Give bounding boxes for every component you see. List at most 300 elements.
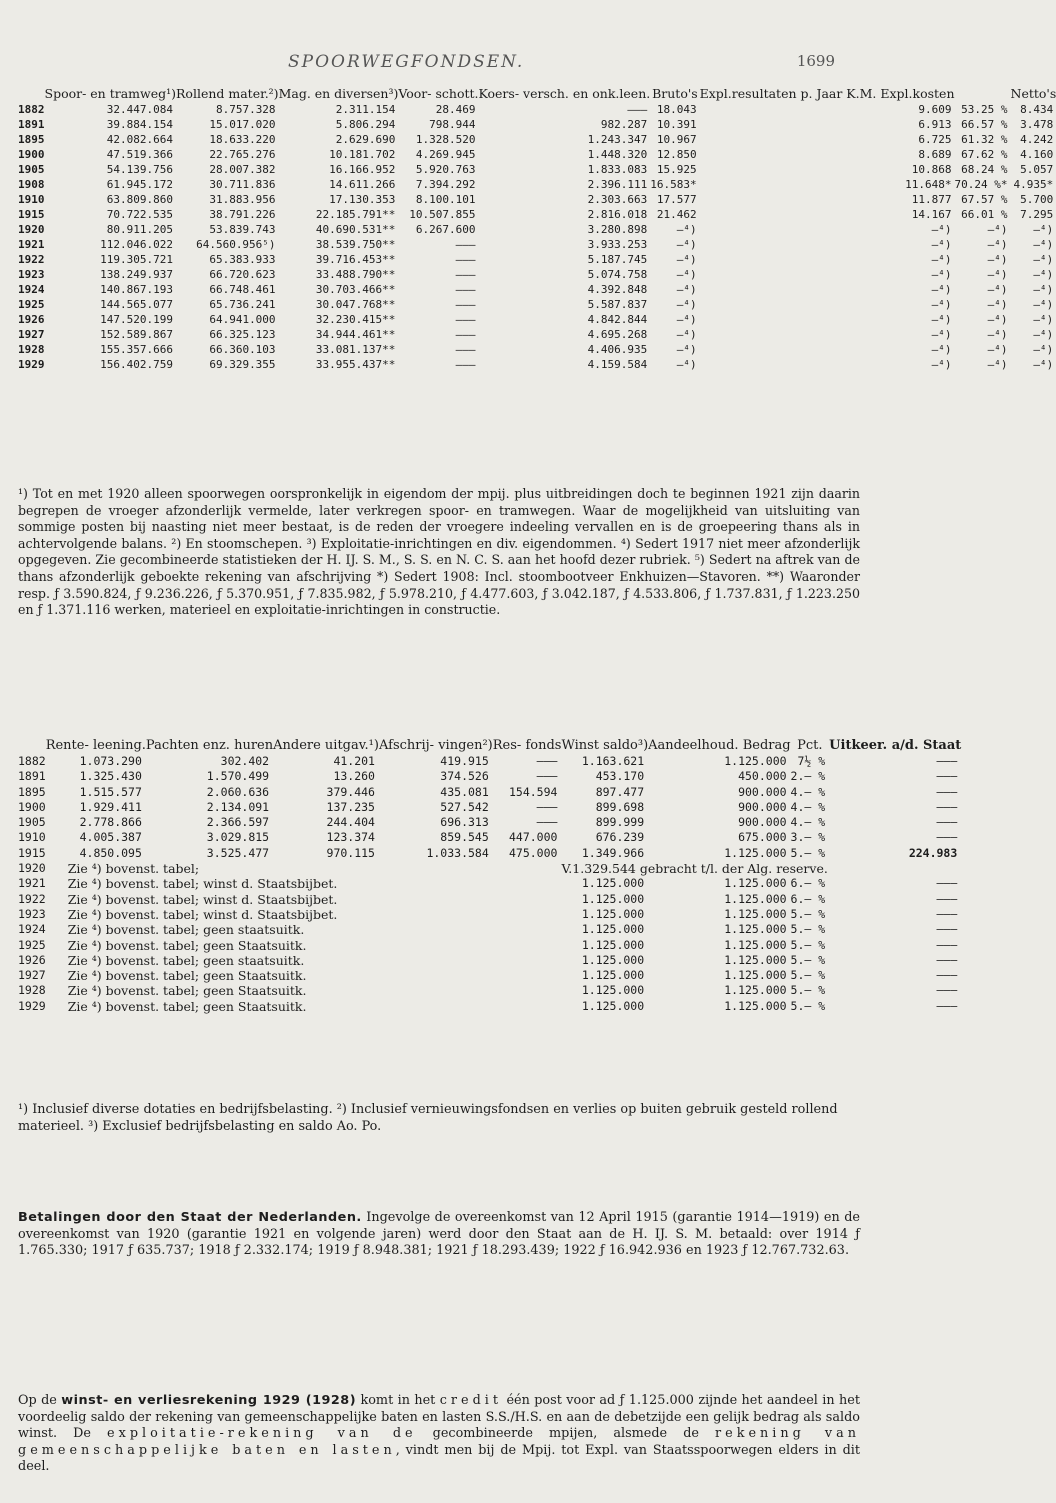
table-row <box>18 177 1056 192</box>
results-table <box>18 737 961 1014</box>
table-cell: 47.519.366 <box>106 148 174 161</box>
table-cell: 1.125.000 <box>724 968 787 983</box>
reference-note: Zie ⁴) bovenst. tabel; <box>67 861 200 877</box>
table-cell: —⁴) <box>676 358 697 371</box>
table-cell: —⁴) <box>676 223 697 236</box>
row-year: 1891 <box>18 769 46 784</box>
table-cell: 10.967 <box>656 133 697 146</box>
table-cell: 900.000 <box>738 784 787 799</box>
table-cell: 4.695.268 <box>587 328 648 341</box>
table-cell: 1.125.000 <box>724 891 787 906</box>
table-cell: ——— <box>936 937 958 952</box>
row-year: 1882 <box>18 754 46 768</box>
table-cell: 80.911.205 <box>106 223 174 236</box>
table-cell: 1.125.000 <box>581 876 645 891</box>
table-cell: ——— <box>936 830 958 845</box>
row-year: 1923 <box>18 906 46 921</box>
table-cell: 1.033.584 <box>426 845 489 860</box>
row-year: 1922 <box>18 891 46 906</box>
table-cell: 15.017.020 <box>209 118 276 131</box>
table-cell: 64.941.000 <box>209 313 276 326</box>
table-cell: 61.32 % <box>961 133 1008 146</box>
table-cell: 244.404 <box>326 815 375 830</box>
page-number: 1699 <box>796 52 835 70</box>
table-cell: 5.806.294 <box>335 118 396 131</box>
table-cell: 5.587.837 <box>587 298 648 311</box>
table-cell: 31.883.956 <box>209 193 276 206</box>
table-cell: 54.139.756 <box>106 163 174 176</box>
table-row <box>18 267 1056 282</box>
row-year: 1927 <box>18 968 46 983</box>
table-cell: 4.160 <box>1020 148 1054 161</box>
table-cell: 4.842.844 <box>587 313 648 326</box>
table-cell: —⁴) <box>987 358 1008 371</box>
table-cell: 10.507.855 <box>409 208 476 221</box>
table-cell: 67.57 % <box>961 193 1008 206</box>
balance-table <box>18 86 1056 372</box>
table-cell: ——— <box>936 906 958 921</box>
table-cell: 66.57 % <box>961 118 1008 131</box>
table-row <box>18 846 961 861</box>
table-cell: —⁴) <box>987 223 1008 236</box>
row-year: 1924 <box>18 283 45 296</box>
table-cell: 18.633.220 <box>209 133 276 146</box>
state-payments-paragraph <box>18 1210 860 1260</box>
table-row <box>18 861 961 876</box>
table-cell: 3.933.253 <box>587 238 648 251</box>
table-cell: 21.462 <box>656 208 697 221</box>
footnotes-balance <box>18 486 860 619</box>
table-row <box>18 222 1056 237</box>
table-cell: —⁴) <box>931 358 952 371</box>
table-cell: 5.— % <box>790 968 826 983</box>
table-row <box>18 953 961 968</box>
table-cell: 39.716.453** <box>315 253 396 266</box>
table-cell: 2.629.690 <box>335 133 396 146</box>
table-cell: 4.406.935 <box>587 343 648 356</box>
column-header: Rollend mater.²) <box>176 86 279 101</box>
spaced-text: credit <box>439 1393 503 1408</box>
row-year: 1905 <box>18 815 46 830</box>
table-cell: 2.134.091 <box>206 799 270 814</box>
table-cell: —⁴) <box>931 313 952 326</box>
table-cell: 5.187.745 <box>587 253 648 266</box>
row-year: 1891 <box>18 118 45 131</box>
table-cell: 28.469 <box>435 103 476 116</box>
table-row <box>18 785 961 800</box>
paragraph-lead: Betalingen door den Staat der Nederlanden. <box>18 1210 362 1225</box>
column-header: Spoor- en tramweg¹) <box>44 86 177 101</box>
row-year: 1921 <box>18 876 46 891</box>
column-header: Bruto's <box>652 86 698 101</box>
table-cell: 1.125.000 <box>581 983 645 998</box>
table-cell: 6.267.600 <box>415 223 476 236</box>
row-year: 1915 <box>18 208 45 221</box>
row-year: 1924 <box>18 922 46 937</box>
table-cell: 4.392.848 <box>587 283 648 296</box>
column-header <box>18 86 45 102</box>
table-cell: 2.366.597 <box>206 815 270 830</box>
table-cell: 3.478 <box>1020 118 1054 131</box>
table-row <box>18 207 1056 222</box>
table-cell: 66.325.123 <box>209 328 276 341</box>
table-cell: 5.— % <box>790 922 826 937</box>
row-year: 1922 <box>18 253 45 266</box>
table-cell: 3.280.898 <box>587 223 648 236</box>
table-cell: 4.159.584 <box>587 358 648 371</box>
row-year: 1920 <box>18 861 46 876</box>
table-cell: 435.081 <box>440 784 489 799</box>
table-cell: 3.— % <box>790 830 826 845</box>
table-cell: 1.125.000 <box>724 906 787 921</box>
table-cell: 2.303.663 <box>587 193 648 206</box>
profit-loss-paragraph <box>18 1393 860 1476</box>
table-cell: —⁴) <box>1033 328 1054 341</box>
table-cell: —⁴) <box>1033 313 1054 326</box>
table-cell: 16.166.952 <box>329 163 396 176</box>
table-cell: 32.230.415** <box>315 313 396 326</box>
table-cell: —⁴) <box>987 298 1008 311</box>
table-cell: 152.589.867 <box>100 328 174 341</box>
table-cell: ——— <box>936 952 958 967</box>
table-cell: 419.915 <box>440 754 489 768</box>
table-cell: 39.884.154 <box>106 118 174 131</box>
table-cell: 63.809.860 <box>106 193 174 206</box>
table-cell: 1.125.000 <box>724 922 787 937</box>
table-cell: 696.313 <box>440 815 489 830</box>
table-cell: —⁴) <box>1033 238 1054 251</box>
table-cell: 68.24 % <box>961 163 1008 176</box>
paragraph-body: één post voor ad ƒ 1.125.000 zijnde het aandeel in het voordeelig saldo der rekening van gemeenschappelijke baten en lasten S.S./H.S. en aan de debetzijde een gelijk bedrag als saldo winst. De <box>18 1393 860 1442</box>
table-cell: —⁴) <box>1033 283 1054 296</box>
table-cell: 65.383.933 <box>209 253 276 266</box>
table-cell: —⁴) <box>931 343 952 356</box>
table-cell: 2.396.111 <box>587 178 648 191</box>
table-cell: 15.925 <box>656 163 697 176</box>
table-cell: 527.542 <box>440 799 489 814</box>
table-cell: 1.243.347 <box>587 133 648 146</box>
table-row <box>18 132 1056 147</box>
table-cell: 11.648* <box>905 178 952 191</box>
table-cell: 1.125.000 <box>581 937 645 952</box>
table-cell: 33.488.790** <box>315 268 396 281</box>
table-cell: 7½ % <box>797 754 826 768</box>
row-year: 1895 <box>18 133 45 146</box>
table-cell: ——— <box>455 253 476 266</box>
column-header: Afschrij- vingen²) <box>378 738 493 753</box>
table-cell: —⁴) <box>931 283 952 296</box>
table-header-row <box>18 737 961 754</box>
table-cell: 30.047.768** <box>315 298 396 311</box>
column-header: Rente- leening. <box>45 738 146 753</box>
table-row <box>18 357 1056 372</box>
row-year: 1910 <box>18 830 46 845</box>
table-row <box>18 876 961 891</box>
table-cell: —⁴) <box>987 253 1008 266</box>
table-cell: 859.545 <box>440 830 489 845</box>
table-cell: 1.125.000 <box>724 998 787 1013</box>
table-cell: 33.955.437** <box>315 358 396 371</box>
table-cell: 10.868 <box>911 163 952 176</box>
table-cell: 4.005.387 <box>79 830 142 845</box>
footnote-text: ¹) Tot en met 1920 alleen spoorwegen oorspronkelijk in eigendom der mpij. plus uitbreidingen doch te beginnen 1921 zijn daarin begrepen de vroeger afzonderlijk vermelde, later verkregen spoor- en tramwegen. Waar de mogelijkheid van uitsluiting van sommige posten bij naasting niet meer bestaat, is de reden der vroegere indeeling vervallen en is de groepeering thans als in achtervolgende balans. ²) En stoomschepen. ³) Exploitatie-inrichtingen en div. eigendommen. ⁴) Sedert 1917 niet meer afzonderlijk opgegeven. Zie gecombineerde statistieken der H. IJ. S. M., S. S. en N. C. S. aan het hoofd dezer rubriek. ⁵) Sedert na aftrek van de thans afzonderlijk geboekte rekening van afschrijving *) Sedert 1908: Incl. stoombootveer Enkhuizen—Stavoren. **) Waaronder resp. ƒ 3.590.824, ƒ 9.236.226, ƒ 5.370.951, ƒ 7.835.982, ƒ 5.978.210, ƒ 4.477.603, ƒ 3.042.187, ƒ 4.533.806, ƒ 1.737.831, ƒ 1.223.250 en ƒ 1.371.116 werken, materieel en exploitatie-inrichtingen in constructie. <box>18 486 860 618</box>
table-cell: 40.690.531** <box>315 223 396 236</box>
row-year: 1920 <box>18 223 45 236</box>
table-row <box>18 769 961 784</box>
table-header-row <box>18 86 1056 102</box>
page-title: SPOORWEGFONDSEN. <box>288 52 525 72</box>
table-cell: 41.201 <box>333 754 375 768</box>
table-cell: 302.402 <box>220 754 270 768</box>
column-header: Winst saldo³) <box>561 738 649 753</box>
row-year: 1929 <box>18 358 45 371</box>
table-cell: 5.700 <box>1020 193 1054 206</box>
table-cell: 5.— % <box>790 906 826 921</box>
row-year: 1910 <box>18 193 45 206</box>
reference-note: Zie ⁴) bovenst. tabel; geen staatsuitk. <box>67 952 305 968</box>
row-year: 1900 <box>18 799 46 814</box>
table-cell: 1.929.411 <box>79 799 142 814</box>
table-cell: 5.— % <box>790 998 826 1013</box>
column-header: Pct. <box>797 738 823 753</box>
table-cell: ——— <box>936 769 958 784</box>
table-cell: 4.935* <box>1013 178 1054 191</box>
table-cell: 42.082.664 <box>106 133 174 146</box>
table-cell: ——— <box>536 815 558 830</box>
table-cell: 1.125.000 <box>581 998 645 1013</box>
table-row <box>18 237 1056 252</box>
table-cell: 18.043 <box>656 103 697 116</box>
paragraph-text <box>18 1210 860 1260</box>
row-year: 1925 <box>18 937 46 952</box>
results-table-body <box>18 754 961 1014</box>
footnotes-results <box>18 1102 860 1135</box>
row-year: 1928 <box>18 983 46 998</box>
paragraph-text <box>18 1393 860 1476</box>
table-row <box>18 117 1056 132</box>
column-header: Voor- schott. <box>398 86 479 101</box>
table-cell: 112.046.022 <box>100 238 174 251</box>
table-cell: ——— <box>936 968 958 983</box>
table-cell: 1.125.000 <box>724 845 787 860</box>
table-cell: 2.816.018 <box>587 208 648 221</box>
table-cell: 5.074.758 <box>587 268 648 281</box>
table-cell: 447.000 <box>508 830 558 845</box>
table-cell: 1.125.000 <box>724 983 787 998</box>
table-cell: 899.698 <box>595 799 645 814</box>
table-row <box>18 754 961 769</box>
table-cell: 6.725 <box>918 133 952 146</box>
table-cell: 379.446 <box>326 784 375 799</box>
table-cell: 38.791.226 <box>209 208 276 221</box>
column-header: Andere uitgav.¹) <box>273 738 379 753</box>
column-header: Uitkeer. a/d. Staat <box>829 738 962 753</box>
table-cell: 70.722.535 <box>106 208 174 221</box>
row-year: 1895 <box>18 784 46 799</box>
table-cell: 897.477 <box>595 784 645 799</box>
table-cell: 5.920.763 <box>415 163 476 176</box>
table-cell: 450.000 <box>738 769 787 784</box>
table-cell: 1.125.000 <box>581 891 645 906</box>
table-cell: ——— <box>455 358 476 371</box>
table-cell: 4.850.095 <box>79 845 142 860</box>
table-cell: 65.736.241 <box>209 298 276 311</box>
table-cell: 154.594 <box>508 784 558 799</box>
table-cell: ——— <box>627 103 648 116</box>
table-cell: ——— <box>936 784 958 799</box>
table-cell: 14.611.266 <box>329 178 396 191</box>
table-cell: —⁴) <box>1033 253 1054 266</box>
reference-note: Zie ⁴) bovenst. tabel; geen staatsuitk. <box>67 922 305 938</box>
table-cell: ——— <box>455 268 476 281</box>
table-cell: 144.565.077 <box>100 298 174 311</box>
table-cell: 1.125.000 <box>724 952 787 967</box>
reference-note: Zie ⁴) bovenst. tabel; geen Staatsuitk. <box>67 983 307 999</box>
table-cell: —⁴) <box>931 268 952 281</box>
table-cell: —⁴) <box>987 283 1008 296</box>
table-cell: 4.269.945 <box>415 148 476 161</box>
table-cell: 475.000 <box>508 845 558 860</box>
table-cell: 4.— % <box>790 815 826 830</box>
table-cell: 22.185.791** <box>315 208 396 221</box>
table-row <box>18 297 1056 312</box>
table-cell: 982.287 <box>600 118 648 131</box>
table-row <box>18 830 961 845</box>
row-year: 1926 <box>18 952 46 967</box>
table-cell: 6.913 <box>918 118 952 131</box>
table-cell: —⁴) <box>1033 358 1054 371</box>
table-cell: 1.349.966 <box>581 845 645 860</box>
table-cell: 38.539.750** <box>315 238 396 251</box>
table-row <box>18 800 961 815</box>
table-cell: 66.01 % <box>961 208 1008 221</box>
table-row <box>18 938 961 953</box>
table-cell: 147.520.199 <box>100 313 174 326</box>
table-cell: 1.325.430 <box>79 769 142 784</box>
table-cell: 3.029.815 <box>206 830 270 845</box>
column-header: Mag. en diversen³) <box>278 86 399 101</box>
table-cell: 7.394.292 <box>415 178 476 191</box>
table-cell: —⁴) <box>1033 298 1054 311</box>
table-row <box>18 342 1056 357</box>
table-cell: 1.125.000 <box>724 876 787 891</box>
table-cell: 156.402.759 <box>100 358 174 371</box>
column-header <box>955 86 1011 102</box>
paragraph-body: gecombineerde mpijen, alsmede de <box>416 1426 716 1442</box>
table-cell: —⁴) <box>987 238 1008 251</box>
table-cell: 28.007.382 <box>209 163 276 176</box>
table-cell: 2.778.866 <box>79 815 142 830</box>
row-year: 1882 <box>18 103 45 116</box>
table-cell: 5.— % <box>790 952 826 967</box>
table-cell: —⁴) <box>987 343 1008 356</box>
table-cell: 138.249.937 <box>100 268 174 281</box>
column-header: Res- fonds <box>492 738 562 753</box>
paragraph-body: , vindt men bij de Mpij. tot Expl. van Staatsspoorwegen elders in dit deel. <box>18 1442 860 1475</box>
table-cell: 17.130.353 <box>329 193 396 206</box>
table-cell: 67.62 % <box>961 148 1008 161</box>
reference-note: Zie ⁴) bovenst. tabel; winst d. Staatsbijbet. <box>67 906 338 922</box>
table-cell: 4.— % <box>790 784 826 799</box>
table-cell: —⁴) <box>676 238 697 251</box>
table-cell: 70.24 %* <box>954 178 1008 191</box>
table-cell: 900.000 <box>738 815 787 830</box>
spaced-text: exploitatie-rekening van de <box>107 1426 417 1442</box>
table-cell: 6.— % <box>790 876 826 891</box>
column-header: Pachten enz. huren <box>145 738 274 753</box>
table-cell: —⁴) <box>931 253 952 266</box>
table-cell: 970.115 <box>326 845 375 860</box>
table-cell: —⁴) <box>676 313 697 326</box>
table-row <box>18 147 1056 162</box>
table-cell: ——— <box>455 238 476 251</box>
table-cell: 17.577 <box>656 193 697 206</box>
table-cell: —⁴) <box>1033 343 1054 356</box>
table-cell: —⁴) <box>987 313 1008 326</box>
table-row <box>18 102 1056 117</box>
table-cell: 1.125.000 <box>581 906 645 921</box>
table-cell: 1.125.000 <box>581 968 645 983</box>
table-cell: ——— <box>936 799 958 814</box>
table-cell: 2.311.154 <box>335 103 396 116</box>
table-cell: 5.057 <box>1020 163 1054 176</box>
table-cell: —⁴) <box>676 253 697 266</box>
table-cell: ——— <box>936 998 958 1013</box>
table-cell: 224.983 <box>908 845 958 860</box>
row-year: 1928 <box>18 343 45 356</box>
table-cell: 7.295 <box>1020 208 1054 221</box>
paragraph-body: Op de <box>18 1393 62 1408</box>
table-row <box>18 312 1056 327</box>
table-cell: —⁴) <box>987 328 1008 341</box>
table-cell: —⁴) <box>931 238 952 251</box>
column-header: Expl.resultaten p. Jaar K.M. Expl.kosten <box>699 86 955 101</box>
column-header: Netto's <box>1010 86 1056 101</box>
reference-note: Zie ⁴) bovenst. tabel; winst d. Staatsbijbet. <box>67 876 338 892</box>
table-cell: 8.689 <box>918 148 952 161</box>
table-row <box>18 999 961 1014</box>
reference-note: Zie ⁴) bovenst. tabel; winst d. Staatsbijbet. <box>67 891 338 907</box>
table-cell: ——— <box>936 891 958 906</box>
row-year: 1926 <box>18 313 45 326</box>
table-cell: 30.703.466** <box>315 283 396 296</box>
table-cell: 64.560.956⁵) <box>196 238 276 251</box>
table-cell: ——— <box>455 313 476 326</box>
table-cell: 4.— % <box>790 799 826 814</box>
paragraph-body: Ingevolge de overeenkomst van 12 April 1915 (garantie 1914—1919) en de overeenkomst van 1920 (garantie 1921 en volgende jaren) werd door den Staat aan de H. IJ. S. M. betaald: over 1914 ƒ 1.765.330; 1917 ƒ 635.737; 1918 ƒ 2.332.174; 1919 ƒ 8.948.381; 1921 ƒ 18.293.439; 1922 ƒ 16.942.936 en 1923 ƒ 12.767.732.63. <box>18 1210 860 1259</box>
table-cell: —⁴) <box>676 283 697 296</box>
column-header <box>18 737 46 754</box>
row-year: 1921 <box>18 238 45 251</box>
table-cell: 1.125.000 <box>724 937 787 952</box>
table-cell: 13.260 <box>333 769 375 784</box>
table-cell: —⁴) <box>931 223 952 236</box>
table-cell: ——— <box>936 876 958 891</box>
table-cell: 16.583* <box>650 178 697 191</box>
table-cell: 8.757.328 <box>215 103 276 116</box>
reference-note: Zie ⁴) bovenst. tabel; geen Staatsuitk. <box>67 937 307 953</box>
table-cell: 140.867.193 <box>100 283 174 296</box>
table-cell: 1.328.520 <box>415 133 476 146</box>
table-cell: 2.— % <box>790 769 826 784</box>
reference-note: Zie ⁴) bovenst. tabel; geen Staatsuitk. <box>67 998 307 1014</box>
table-cell: 53.839.743 <box>209 223 276 236</box>
table-cell: 1.833.083 <box>587 163 648 176</box>
table-cell: —⁴) <box>676 298 697 311</box>
table-cell: ——— <box>536 754 558 768</box>
spaced-text: rekening van gemeenschappelijke baten en lasten <box>18 1426 860 1458</box>
table-cell: 4.242 <box>1020 133 1054 146</box>
